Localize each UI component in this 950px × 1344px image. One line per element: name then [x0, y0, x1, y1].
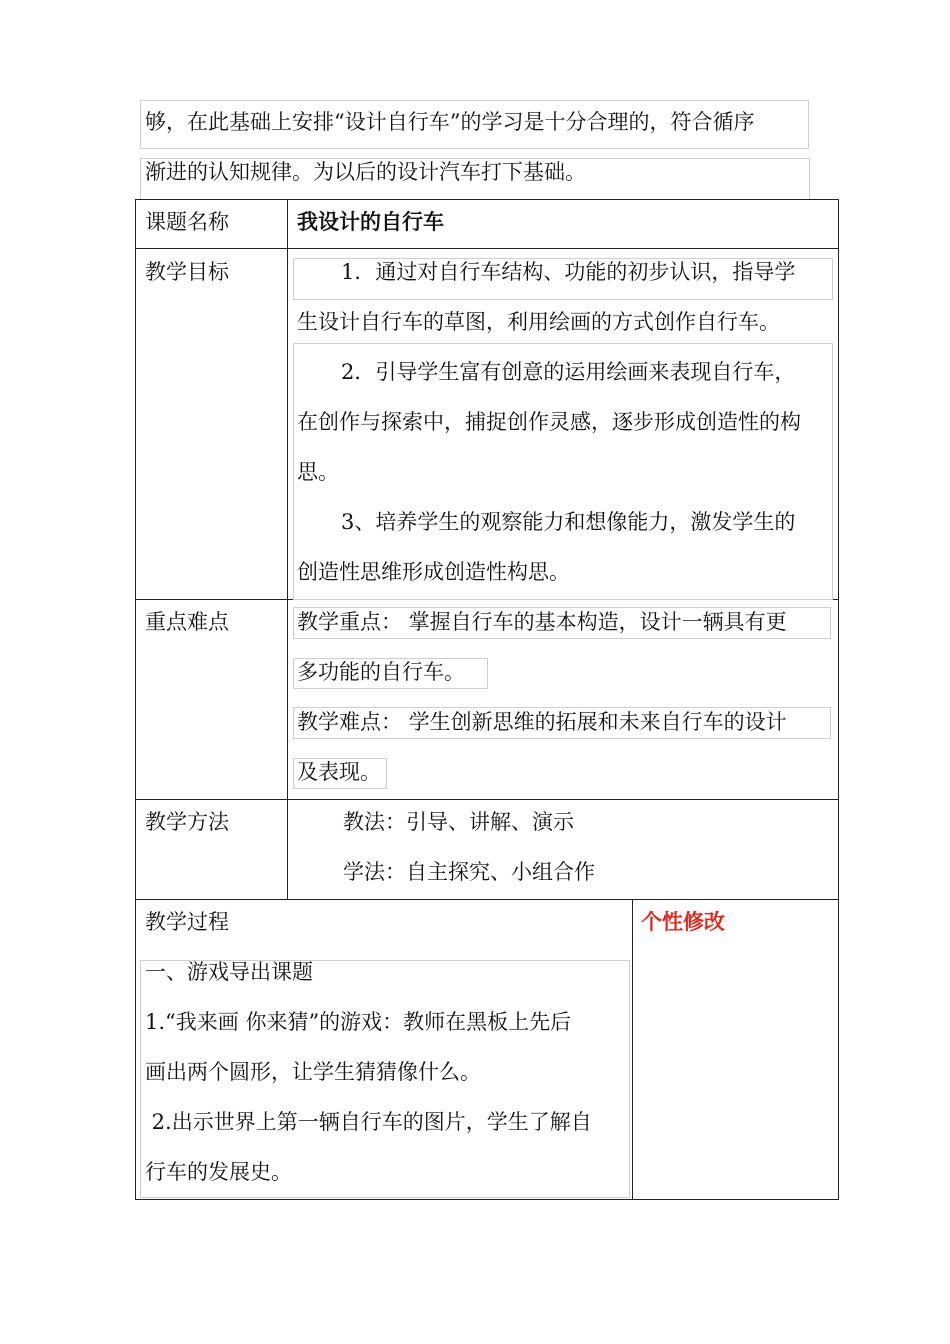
process-line: 2.出示世界上第一辆自行车的图片，学生了解自 — [145, 1110, 592, 1134]
goal-line: 在创作与探索中，捕捉创作灵感，逐步形成创造性的构 — [297, 410, 801, 434]
goal-line: 1．通过对自行车结构、功能的初步认识，指导学 — [341, 260, 796, 284]
table-rule — [135, 899, 839, 900]
method-line: 教法：引导、讲解、演示 — [343, 810, 574, 834]
goal-line: 3、培养学生的观察能力和想像能力，激发学生的 — [341, 510, 796, 534]
title-label: 课题名称 — [145, 210, 229, 234]
process-line: 画出两个圆形，让学生猜猜像什么。 — [145, 1060, 481, 1084]
table-rule — [135, 199, 839, 200]
process-label: 教学过程 — [145, 910, 229, 934]
lesson-title: 我设计的自行车 — [297, 210, 444, 234]
keypoint-line: 多功能的自行车。 — [297, 660, 465, 684]
table-rule — [135, 1199, 839, 1200]
method-line: 学法：自主探究、小组合作 — [343, 860, 595, 884]
personal-revision-header: 个性修改 — [641, 910, 725, 934]
process-line: 1.“我来画 你来猜”的游戏：教师在黑板上先后 — [145, 1010, 572, 1034]
table-rule — [632, 899, 633, 1200]
goals-label: 教学目标 — [145, 260, 229, 284]
methods-label: 教学方法 — [145, 810, 229, 834]
keypoint-line: 及表现。 — [297, 760, 381, 784]
table-rule — [287, 199, 288, 900]
process-line: 一、游戏导出课题 — [145, 960, 313, 984]
goal-line: 生设计自行车的草图，利用绘画的方式创作自行车。 — [297, 310, 780, 334]
keypoints-label: 重点难点 — [145, 610, 229, 634]
table-rule — [135, 199, 136, 1200]
keypoint-line: 教学重点： 掌握自行车的基本构造，设计一辆具有更 — [297, 610, 787, 634]
goal-line: 思。 — [297, 460, 339, 484]
keypoint-line: 教学难点： 学生创新思维的拓展和未来自行车的设计 — [297, 710, 787, 734]
goal-line: 2．引导学生富有创意的运用绘画来表现自行车， — [341, 360, 796, 384]
table-rule — [838, 199, 839, 1200]
goal-line: 创造性思维形成创造性构思。 — [297, 560, 570, 584]
intro-line-2: 渐进的认知规律。为以后的设计汽车打下基础。 — [145, 160, 586, 184]
process-line: 行车的发展史。 — [145, 1160, 292, 1184]
intro-line-1: 够，在此基础上安排“设计自行车”的学习是十分合理的，符合循序 — [145, 110, 755, 134]
